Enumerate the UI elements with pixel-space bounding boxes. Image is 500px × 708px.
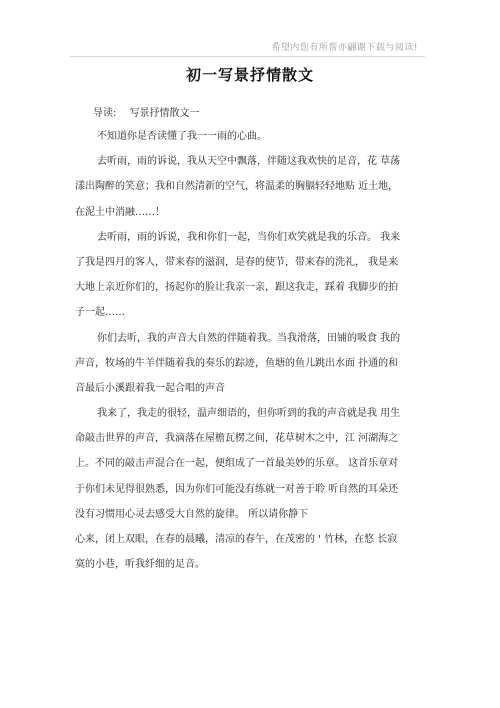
intro-line <box>93 104 200 119</box>
text-line: 去听雨，雨的诉说，我和你们一起，当你们欢笑就是我的乐音。 我来 <box>97 231 401 243</box>
intro-text: 写景抒情散文一 <box>129 108 200 119</box>
header-note: 希望内您有所帮亦翩谢下载与阅读! <box>271 43 418 53</box>
text-line: 在泥土中消融……！ <box>75 206 165 218</box>
text-line: 心来，闭上双眼，在春的晨曦，清凉的春午，在茂密的 ' 竹林，在悠 长寂 <box>75 534 398 545</box>
text-line: 了我是四月的客人，带来春的滋润，是春的使节，带来春的洗礼， 我是来 <box>75 256 399 268</box>
text-line: 子一起…… <box>75 307 125 319</box>
text-line: 我来了，我走的很轻，温声细语的，但你听到的我的声音就是我 用生 <box>97 408 401 420</box>
text-line: 于你们未见得很熟悉，因为你们可能没有练就一对善于聆 听自然的耳朵还 <box>75 483 399 495</box>
text-line: 不知道你是否读懂了我一一雨的心曲。 <box>97 131 267 142</box>
text-line: 没有习惯用心灵去感受大自然的旋律。 所以请你静下 <box>75 508 309 520</box>
text-line: 去听雨，雨的诉说，我从天空中飘落，伴随这我欢快的足音，花 草荡 <box>97 156 401 168</box>
text-line: 你们去听，我的声音大自然的伴随着我。当我滑落，田铺的吸食 我的 <box>97 332 401 344</box>
text-line: 音最后小溪跟着我一起合唱的声音 <box>75 382 225 394</box>
text-line: 大地上亲近你们的，扬起你的脸让我亲一亲，跟这我走，踩着 我脚步的拍 <box>75 282 399 294</box>
text-line: 上。不同的敲击声混合在一起，便组成了一首最美妙的乐章。 这首乐章对 <box>75 458 399 470</box>
document-body <box>75 124 425 577</box>
text-line: 漾出陶醉的笑意；我和自然清新的空气，将温柔的胸膈轻轻地贴 近土地， <box>75 181 399 193</box>
text-line: 命敲击世界的声音，我滴落在屋檐瓦楞之间，花草树木之中，江 河湖海之 <box>75 433 399 445</box>
header-divider <box>70 56 425 57</box>
intro-label: 导读: <box>93 108 117 119</box>
text-line: 声音，牧场的牛羊伴随着我的奏乐的踪迹，鱼塘的鱼儿跳出水面 扑通的和 <box>75 357 399 369</box>
document-title: 初一写景抒情散文 <box>185 66 314 84</box>
text-line: 寞的小巷，听我纤细的足音。 <box>75 559 205 571</box>
